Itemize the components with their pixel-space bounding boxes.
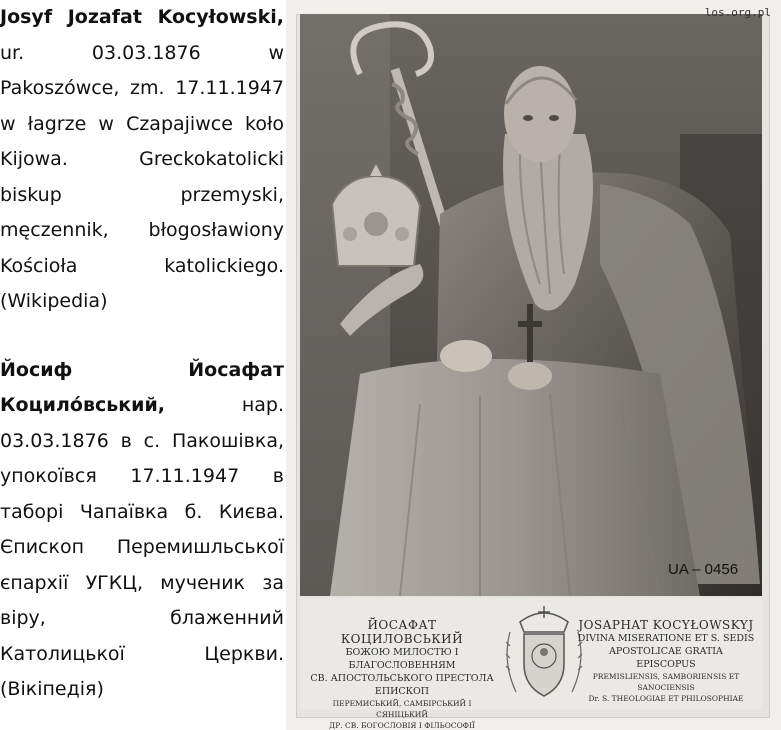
- bio-polish: [0, 0, 284, 320]
- source-watermark: los.org.pl: [704, 6, 771, 19]
- caption-ukrainian-line: ЕПИСКОП: [374, 686, 430, 697]
- caption-latin-line: APOSTOLICAE GRATIA: [609, 646, 723, 657]
- biography-text: [0, 0, 284, 730]
- caption-ukrainian-line: ДР. СВ. БОГОСЛОВІЯ І ФІЛЬОСОФІЇ: [329, 721, 475, 730]
- bio-ukrainian-name: Йосиф Йосафат Коцило́вський,: [0, 358, 284, 416]
- bishop-portrait-image: [300, 14, 762, 596]
- caption-ukrainian-line: ПЕРЕМИСЬКИЙ, САМБІРСЬКИЙ І СЯНІЦЬКИЙ: [332, 699, 472, 719]
- caption-ukrainian-line: СВ. АПОСТОЛЬСЬКОГО ПРЕСТОЛА: [310, 673, 494, 684]
- caption-latin-line: PREMISLIENSIS, SAMBORIENSIS ET SANOCIENSIS: [592, 672, 740, 692]
- caption-latin: [572, 618, 760, 704]
- bio-ukrainian: [0, 353, 284, 708]
- caption-ukrainian-title: ЙОСАФАТ КОЦИЛОВСЬКИЙ: [340, 618, 464, 646]
- bio-ukrainian-text: нар. 03.03.1876 в с. Пакошівка, упокоївся 17.11.1947 в таборі Чапаївка б. Києва. Єпископ Перемишльської єпархії УГКЦ, мученик за віру, блаженний Католицької Церкви. (Вікіпедія): [0, 394, 284, 700]
- reference-number: UA – 0456: [668, 561, 739, 578]
- caption-latin-title: JOSAPHAT KOCYŁOWSKYJ: [578, 618, 754, 632]
- bio-polish-name: Josyf Jozafat Kocyłowski,: [0, 6, 284, 28]
- caption-latin-line: Dr. S. THEOLOGIAE ET PHILOSOPHIAE: [588, 694, 744, 703]
- photo-caption: [300, 598, 762, 730]
- bio-polish-text: ur. 03.03.1876 w Pakoszówce, zm. 17.11.1947 w łagrze w Czapajiwce koło Kijowa. Greckokatolicki biskup przemyski, męczennik, błogosławiony Kościoła katolickiego. (Wikipedia): [0, 41, 284, 312]
- caption-ukrainian: [306, 618, 498, 730]
- caption-ukrainian-line: БОЖОЮ МИЛОСТЮ І БЛАГОСЛОВЕННЯМ: [345, 647, 459, 671]
- caption-latin-line: DIVINA MISERATIONE ET S. SEDIS: [577, 633, 755, 644]
- caption-latin-line: EPISCOPUS: [636, 659, 696, 670]
- bishop-photo: [286, 0, 781, 730]
